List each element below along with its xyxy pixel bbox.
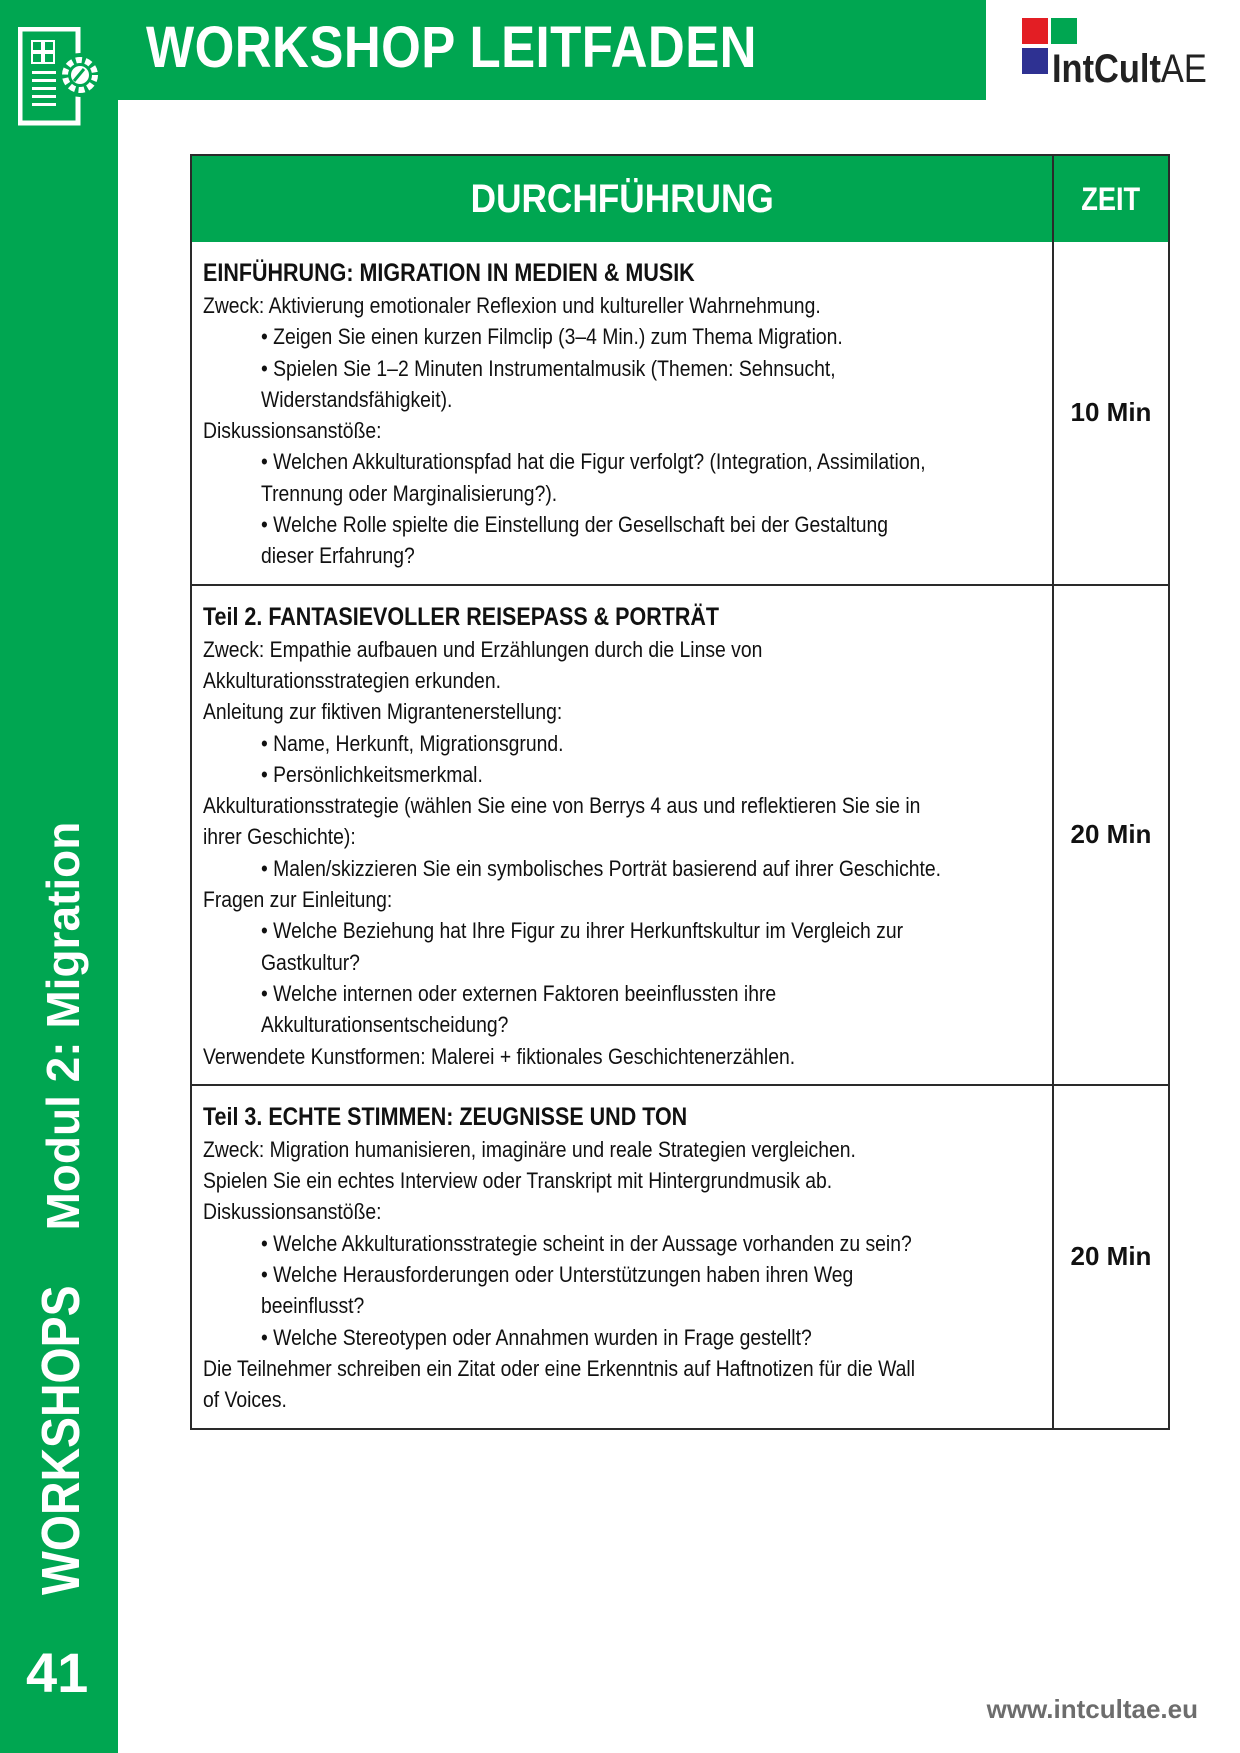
bullet-item <box>203 353 1042 384</box>
activity-cell <box>192 1086 1054 1428</box>
time-cell: 20 Min <box>1070 819 1152 850</box>
logo-face-red-icon <box>1022 18 1048 44</box>
sidebar-label <box>30 822 92 1595</box>
line-text: • Welche Herausforderungen oder Unterstützungen haben ihren Weg <box>261 1262 854 1288</box>
bullet-continuation <box>203 947 1042 978</box>
footer-website-link[interactable]: www.intcultae.eu <box>986 1694 1198 1724</box>
header-time-label: ZEIT <box>1081 180 1141 217</box>
line-text: • Persönlichkeitsmerkmal. <box>261 761 483 787</box>
bullet-item <box>203 321 1042 352</box>
section-title-text: EINFÜHRUNG: MIGRATION IN MEDIEN & MUSIK <box>203 259 695 287</box>
bullet-item <box>203 915 1042 946</box>
line-text: Akkulturationsentscheidung? <box>261 1012 509 1038</box>
line-text: Spielen Sie ein echtes Interview oder Transkript mit Hintergrundmusik ab. <box>203 1168 833 1194</box>
line-text: Die Teilnehmer schreiben ein Zitat oder eine Erkenntnis auf Haftnotizen für die Wall <box>203 1355 916 1381</box>
bullet-item <box>203 446 1042 477</box>
line-text: Gastkultur? <box>261 949 360 975</box>
workshop-document-gear-icon <box>18 27 100 129</box>
sidebar-label-module: Modul 2: Migration <box>37 821 89 1231</box>
line-text: ihrer Geschichte): <box>203 824 356 850</box>
bullet-item <box>203 728 1042 759</box>
bullet-item <box>203 1322 1042 1353</box>
line-text: • Zeigen Sie einen kurzen Filmclip (3–4 Min.) zum Thema Migration. <box>261 324 843 350</box>
activity-cell <box>192 242 1054 584</box>
page-title: WORKSHOP LEITFADEN <box>146 15 757 80</box>
line-text: Anleitung zur fiktiven Migrantenerstellung: <box>203 699 563 725</box>
line-text: Fragen zur Einleitung: <box>203 887 393 913</box>
logo-face-green-icon <box>1051 18 1077 44</box>
header-zeit <box>1054 156 1168 242</box>
paragraph-line <box>203 821 1042 852</box>
logo-face-blue-icon <box>1022 48 1048 74</box>
line-text: Akkulturationsstrategien erkunden. <box>203 667 501 693</box>
intcultae-logo <box>1022 18 1212 91</box>
bullet-item <box>203 509 1042 540</box>
bullet-item <box>203 1228 1042 1259</box>
line-text: Zweck: Empathie aufbauen und Erzählungen durch die Linse von <box>203 636 763 662</box>
line-text: Diskussionsanstöße: <box>203 418 382 444</box>
paragraph-line <box>203 1384 1042 1415</box>
activity-cell <box>192 586 1054 1084</box>
header-durchfuehrung <box>192 156 1054 242</box>
line-text: dieser Erfahrung? <box>261 543 415 569</box>
page-number: 41 <box>26 1641 89 1704</box>
logo-text-light: AE <box>1160 47 1207 91</box>
line-text: • Welche Beziehung hat Ihre Figur zu ihrer Herkunftskultur im Vergleich zur <box>261 918 904 944</box>
table-header-row <box>192 156 1168 242</box>
logo-text-bold: IntCult <box>1052 47 1161 91</box>
line-text: Zweck: Migration humanisieren, imaginäre und reale Strategien vergleichen. <box>203 1136 856 1162</box>
line-text: • Spielen Sie 1–2 Minuten Instrumentalmusik (Themen: Sehnsucht, <box>261 355 836 381</box>
bullet-continuation <box>203 1290 1042 1321</box>
section-title <box>203 256 1042 290</box>
paragraph-line <box>203 1134 1042 1165</box>
paragraph-line <box>203 1041 1042 1072</box>
bullet-item <box>203 759 1042 790</box>
section-title-text: Teil 3. ECHTE STIMMEN: ZEUGNISSE UND TON <box>203 1102 688 1131</box>
paragraph-line <box>203 290 1042 321</box>
bullet-continuation <box>203 384 1042 415</box>
line-text: • Welche Rolle spielte die Einstellung der Gesellschaft bei der Gestaltung <box>261 512 889 538</box>
sidebar-label-workshops: WORKSHOPS <box>31 1285 91 1595</box>
line-text: Widerstandsfähigkeit). <box>261 386 453 412</box>
line-text: Trennung oder Marginalisierung?). <box>261 480 558 506</box>
line-text: • Name, Herkunft, Migrationsgrund. <box>261 730 564 756</box>
line-text: Diskussionsanstöße: <box>203 1199 382 1225</box>
line-text: • Welchen Akkulturationspfad hat die Figur verfolgt? (Integration, Assimilation, <box>261 449 926 475</box>
line-text: • Malen/skizzieren Sie ein symbolisches Porträt basierend auf ihrer Geschichte. <box>261 855 942 881</box>
time-cell: 20 Min <box>1070 1241 1152 1272</box>
paragraph-line <box>203 634 1042 665</box>
line-text: Akkulturationsstrategie (wählen Sie eine von Berrys 4 aus und reflektieren Sie sie in <box>203 793 921 819</box>
line-text: Zweck: Aktivierung emotionaler Reflexion und kultureller Wahrnehmung. <box>203 293 821 318</box>
bullet-continuation <box>203 540 1042 571</box>
paragraph-line <box>203 1165 1042 1196</box>
time-cell: 10 Min <box>1070 397 1152 428</box>
bullet-continuation <box>203 1009 1042 1040</box>
paragraph-line <box>203 884 1042 915</box>
table-row <box>192 1084 1168 1428</box>
paragraph-line <box>203 1196 1042 1227</box>
logo-text <box>1052 49 1207 89</box>
paragraph-line <box>203 1353 1042 1384</box>
table-row <box>192 584 1168 1084</box>
bullet-item <box>203 853 1042 884</box>
bullet-continuation <box>203 478 1042 509</box>
paragraph-line <box>203 665 1042 696</box>
section-title-text: Teil 2. FANTASIEVOLLER REISEPASS & PORTRÄT <box>203 602 720 631</box>
bullet-item <box>203 1259 1042 1290</box>
line-text: Verwendete Kunstformen: Malerei + fiktionales Geschichtenerzählen. <box>203 1043 796 1069</box>
table-row <box>192 242 1168 584</box>
paragraph-line <box>203 696 1042 727</box>
paragraph-line <box>203 790 1042 821</box>
header-main-label: DURCHFÜHRUNG <box>470 176 774 221</box>
line-text: • Welche internen oder externen Faktoren beeinflussten ihre <box>261 980 777 1006</box>
bullet-item <box>203 978 1042 1009</box>
line-text: of Voices. <box>203 1387 287 1413</box>
line-text: beeinflusst? <box>261 1293 365 1319</box>
schedule-table <box>190 154 1170 1430</box>
section-title <box>203 1100 1042 1134</box>
section-title <box>203 600 1042 634</box>
line-text: • Welche Stereotypen oder Annahmen wurden in Frage gestellt? <box>261 1324 812 1350</box>
line-text: • Welche Akkulturationsstrategie scheint in der Aussage vorhanden zu sein? <box>261 1230 912 1256</box>
paragraph-line <box>203 415 1042 446</box>
